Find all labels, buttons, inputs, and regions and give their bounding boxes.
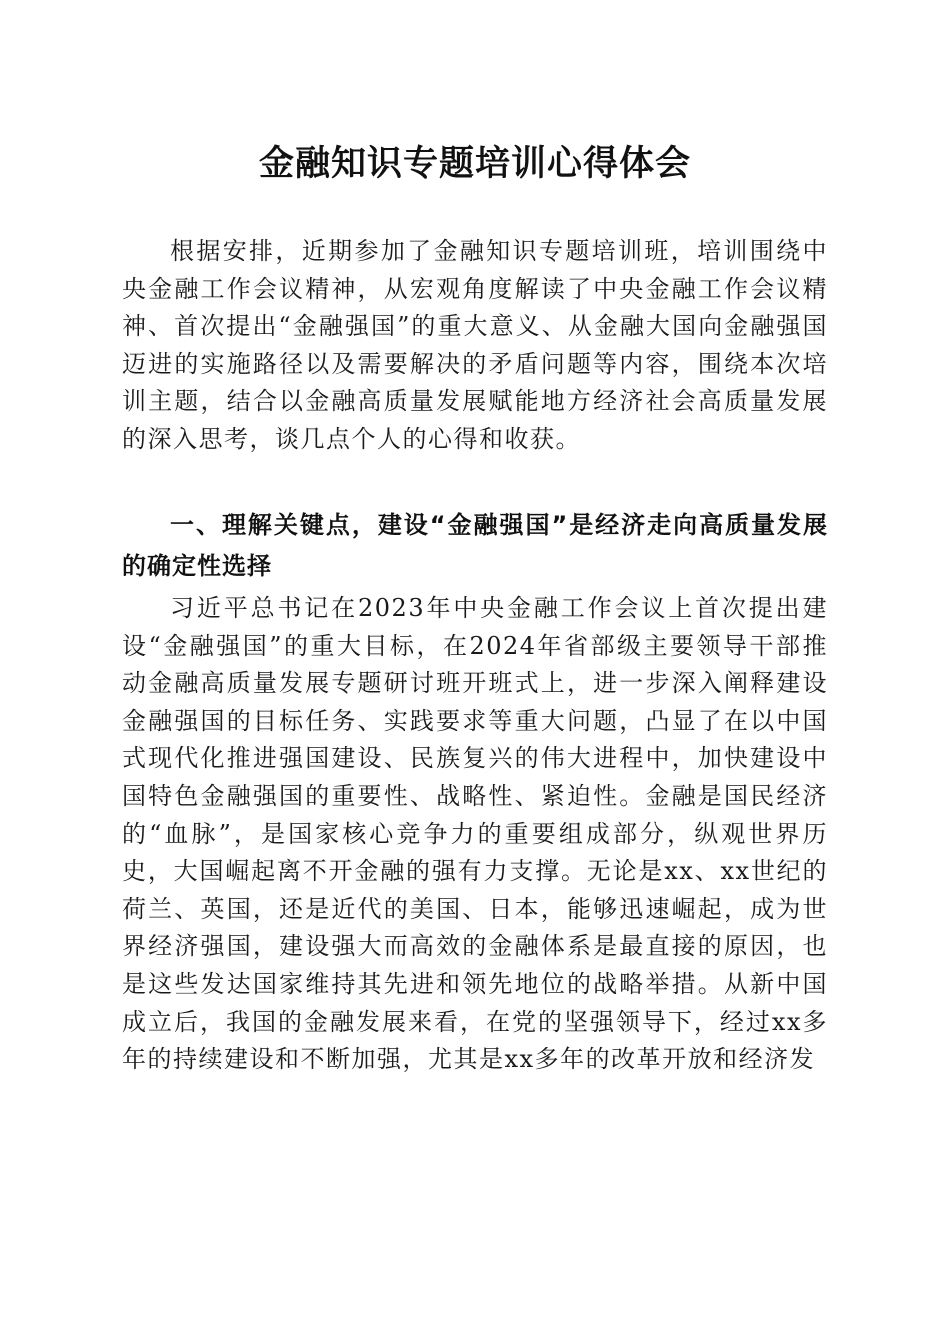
body-paragraph: 习近平总书记在2023年中央金融工作会议上首次提出建设“金融强国”的重大目标，在2024年省部级主要领导干部推动金融高质量发展专题研讨班开班式上，进一步深入阐释建设金融强国的目标任务、实践要求等重大问题，凸显了在以中国式现代化推进强国建设、民族复兴的伟大进程中，加快建设中国特色金融强国的重要性、战略性、紧迫性。金融是国民经济的“血脉”，是国家核心竞争力的重要组成部分，纵观世界历史，大国崛起离不开金融的强有力支撑。无论是xx、xx世纪的荷兰、英国，还是近代的美国、日本，能够迅速崛起，成为世界经济强国，建设强大而高效的金融体系是最直接的原因，也是这些发达国家维持其先进和领先地位的战略举措。从新中国成立后，我国的金融发展来看，在党的坚强领导下，经过xx多年的持续建设和不断加强，尤其是xx多年的改革开放和经济发 [122, 594, 828, 1074]
section-heading: 一、理解关键点，建设“金融强国”是经济走向高质量发展的确定性选择 [122, 511, 828, 580]
document-title: 金融知识专题培训心得体会 [258, 143, 691, 184]
intro-paragraph: 根据安排，近期参加了金融知识专题培训班，培训围绕中央金融工作会议精神，从宏观角度解读了中央金融工作会议精神、首次提出“金融强国”的重大意义、从金融大国向金融强国迈进的实施路径以及需要解决的矛盾问题等内容，围绕本次培训主题，结合以金融高质量发展赋能地方经济社会高质量发展的深入思考，谈几点个人的心得和收获。 [122, 237, 828, 453]
